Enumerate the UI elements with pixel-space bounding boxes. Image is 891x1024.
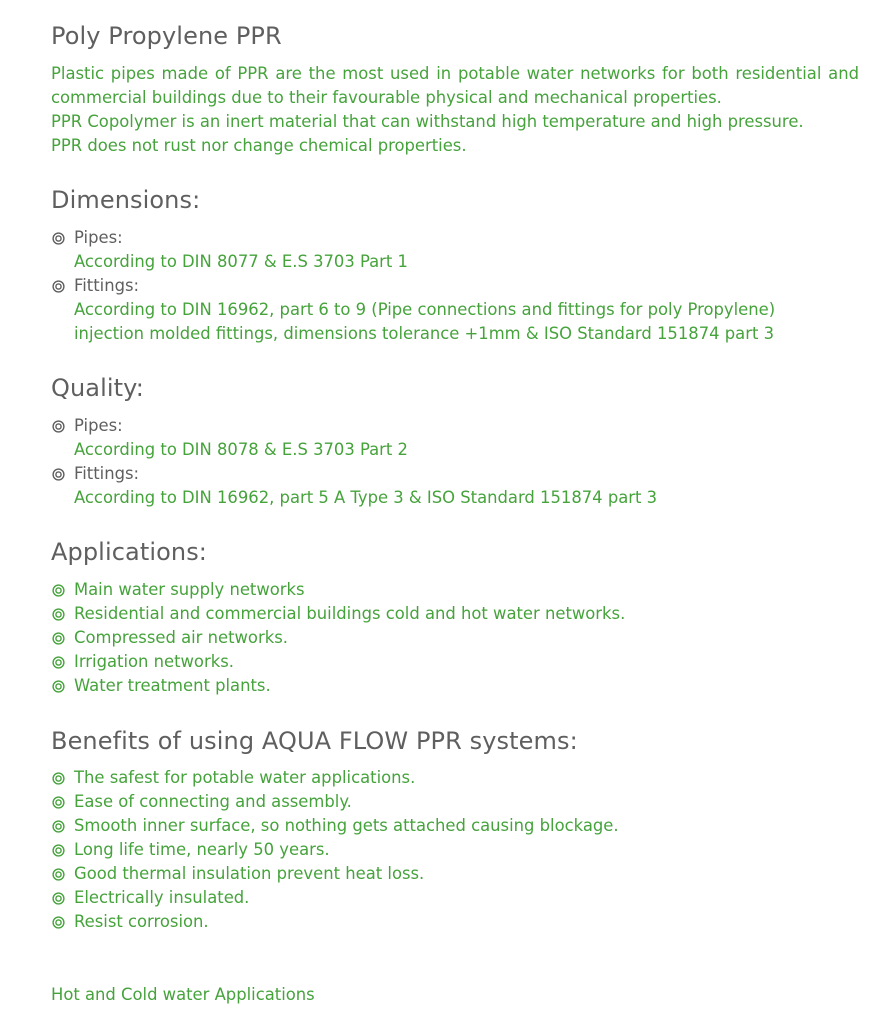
- dimensions-fittings-detail: injection molded fittings, dimensions tolerance +1mm & ISO Standard 151874 part 3: [74, 324, 775, 343]
- applications-item: Irrigation networks.: [74, 652, 234, 671]
- intro-line: PPR Copolymer is an inert material that can withstand high temperature and high pressure.: [51, 112, 804, 131]
- benefits-item: Ease of connecting and assembly.: [74, 792, 352, 811]
- quality-heading: Quality:: [51, 374, 144, 402]
- intro-line: Plastic pipes made of PPR are the most used in potable water networks for both residential and: [51, 64, 859, 83]
- target-bullet-icon: [51, 602, 67, 626]
- target-bullet-icon: [51, 862, 67, 886]
- benefits-item: Resist corrosion.: [74, 912, 209, 931]
- benefits-item: Smooth inner surface, so nothing gets attached causing blockage.: [74, 816, 619, 835]
- benefits-item: Good thermal insulation prevent heat loss.: [74, 864, 425, 883]
- target-bullet-icon: [51, 838, 67, 862]
- dimensions-heading: Dimensions:: [51, 186, 201, 214]
- target-bullet-icon: [51, 414, 67, 438]
- dimensions-fittings-label: Fittings:: [74, 276, 140, 295]
- quality-fittings-label: Fittings:: [74, 464, 140, 483]
- applications-item: Main water supply networks: [74, 580, 305, 599]
- benefits-item: The safest for potable water applications.: [74, 768, 416, 787]
- target-bullet-icon: [51, 650, 67, 674]
- applications-item: Compressed air networks.: [74, 628, 288, 647]
- target-bullet-icon: [51, 674, 67, 698]
- target-bullet-icon: [51, 766, 67, 790]
- footer-caption: Hot and Cold water Applications: [51, 985, 315, 1004]
- quality-fittings-detail: According to DIN 16962, part 5 A Type 3 & ISO Standard 151874 part 3: [74, 488, 658, 507]
- benefits-heading: Benefits of using AQUA FLOW PPR systems:: [51, 727, 578, 755]
- dimensions-pipes-label: Pipes:: [74, 228, 123, 247]
- applications-item: Water treatment plants.: [74, 676, 271, 695]
- target-bullet-icon: [51, 226, 67, 250]
- intro-line: PPR does not rust nor change chemical properties.: [51, 136, 467, 155]
- applications-heading: Applications:: [51, 538, 207, 566]
- intro-line: commercial buildings due to their favourable physical and mechanical properties.: [51, 88, 722, 107]
- target-bullet-icon: [51, 626, 67, 650]
- applications-item: Residential and commercial buildings cold and hot water networks.: [74, 604, 626, 623]
- quality-pipes-detail: According to DIN 8078 & E.S 3703 Part 2: [74, 440, 408, 459]
- target-bullet-icon: [51, 790, 67, 814]
- target-bullet-icon: [51, 462, 67, 486]
- target-bullet-icon: [51, 578, 67, 602]
- benefits-item: Electrically insulated.: [74, 888, 250, 907]
- intro-paragraph: [51, 62, 859, 158]
- dimensions-fittings-detail: According to DIN 16962, part 6 to 9 (Pipe connections and fittings for poly Propylene): [74, 300, 776, 319]
- target-bullet-icon: [51, 910, 67, 934]
- target-bullet-icon: [51, 886, 67, 910]
- quality-pipes-label: Pipes:: [74, 416, 123, 435]
- target-bullet-icon: [51, 814, 67, 838]
- target-bullet-icon: [51, 274, 67, 298]
- page-title: Poly Propylene PPR: [51, 22, 282, 50]
- benefits-item: Long life time, nearly 50 years.: [74, 840, 330, 859]
- dimensions-pipes-detail: According to DIN 8077 & E.S 3703 Part 1: [74, 252, 408, 271]
